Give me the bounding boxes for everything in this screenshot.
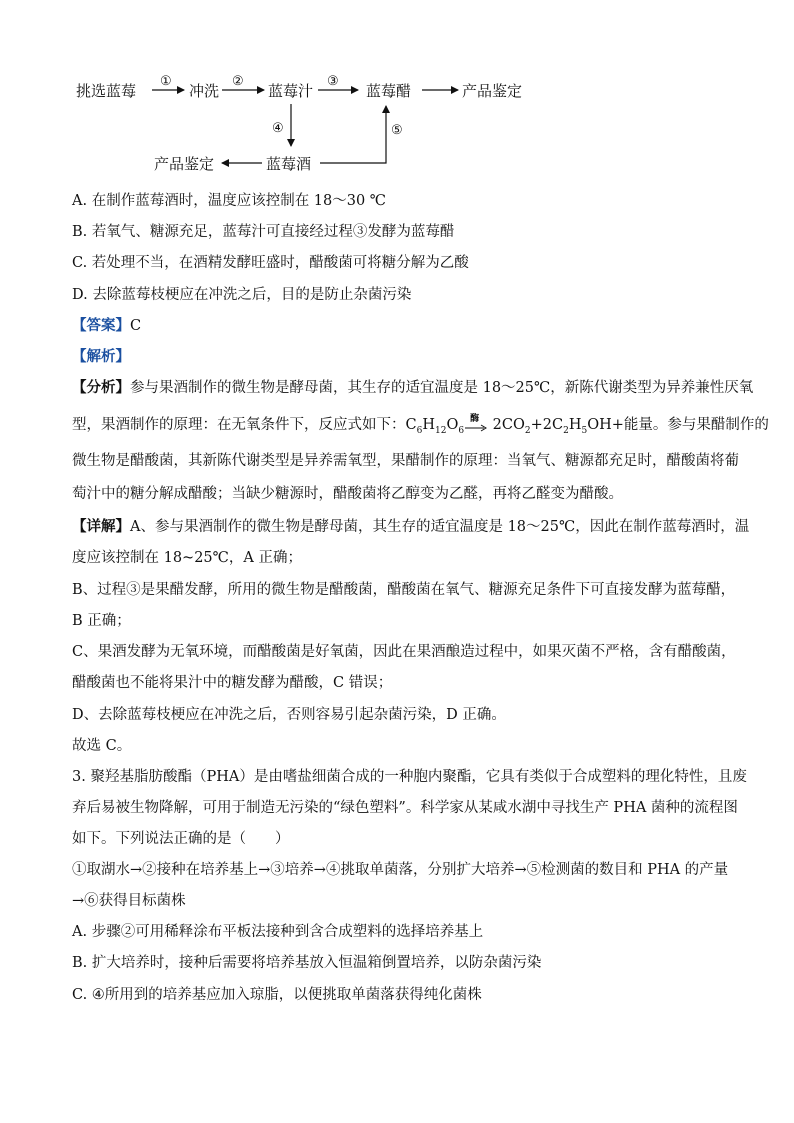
q3-stem-line-3: 如下。下列说法正确的是（ ） — [72, 831, 290, 847]
q2-option-c: C. 若处理不当，在酒精发酵旺盛时，醋酸菌可将糖分解为乙酸 — [72, 255, 469, 271]
formula-part: H — [568, 417, 582, 433]
detail-line-4: B 正确； — [72, 613, 131, 629]
analysis-line-2 — [72, 415, 769, 435]
step-juice: 蓝莓汁 — [268, 82, 314, 100]
q3-stem-line-2: 弃后易被生物降解，可用于制造无污染的“绿色塑料”。科学家从某咸水湖中寻找生产 PHA 菌种的流程图 — [72, 800, 738, 816]
process-flow-diagram — [0, 0, 794, 190]
q3-steps-line-2: →⑥获得目标菌株 — [72, 893, 186, 909]
formula-suffix: OH+能量。参与果醋制作的 — [587, 417, 769, 433]
analysis-label: 【解析】 — [72, 348, 130, 365]
detail-line-5: C、果酒发酵为无氧环境，而醋酸菌是好氧菌，因此在果酒酿造过程中，如果灭菌不严格，含有醋酸菌， — [72, 644, 736, 660]
q2-option-b: B. 若氧气、糖源充足，蓝莓汁可直接经过程③发酵为蓝莓醋 — [72, 224, 455, 240]
step-vinegar: 蓝莓醋 — [366, 82, 412, 100]
enzyme-reaction-arrow — [464, 414, 488, 432]
formula-part: 2CO — [488, 417, 525, 433]
formula-part: O — [446, 417, 459, 433]
mark-2: ② — [232, 74, 244, 89]
enzyme-label: 酶 — [470, 414, 480, 424]
mark-5: ⑤ — [391, 123, 403, 138]
mark-4: ④ — [272, 121, 284, 136]
subscript: 12 — [434, 425, 447, 436]
subscript: 5 — [581, 425, 588, 436]
answer-row — [72, 316, 141, 336]
analysis-text-1: 参与果酒制作的微生物是酵母菌，其生存的适宜温度是 18～25℃，新陈代谢类型为异养兼性厌氧 — [130, 380, 754, 396]
conclusion: 故选 C。 — [72, 738, 132, 754]
subscript: 2 — [563, 425, 569, 436]
q3-option-b: B. 扩大培养时，接种后需要将培养基放入恒温箱倒置培养，以防杂菌污染 — [72, 955, 542, 971]
analysis-line-1 — [72, 378, 753, 398]
detail-line-1 — [72, 517, 749, 537]
formula-part: H — [422, 417, 435, 433]
formula-part: +2C — [530, 417, 564, 433]
q3-stem-line-1: 3. 聚羟基脂肪酸酯（PHA）是由嗜盐细菌合成的一种胞内聚酯，它具有类似于合成塑料的理化特性，且废 — [72, 769, 747, 785]
q3-option-c: C. ④所用到的培养基应加入琼脂，以便挑取单菌落获得纯化菌株 — [72, 987, 482, 1003]
step-wine: 蓝莓酒 — [266, 155, 312, 173]
mark-1: ① — [160, 74, 172, 89]
q2-option-d: D. 去除蓝莓枝梗应在冲洗之后，目的是防止杂菌污染 — [72, 287, 412, 303]
formula-prefix: 型，果酒制作的原理：在无氧条件下，反应式如下：C — [72, 417, 417, 433]
product-check-top: 产品鉴定 — [462, 82, 523, 100]
analysis-heading — [72, 347, 130, 367]
subscript: 6 — [416, 425, 423, 436]
analysis-line-4: 萄汁中的糖分解成醋酸；当缺少糖源时，醋酸菌将乙醇变为乙醛，再将乙醛变为醋酸。 — [72, 486, 623, 502]
subscript: 6 — [458, 425, 465, 436]
analysis-line-3: 微生物是醋酸菌，其新陈代谢类型是异养需氧型，果醋制作的原理：当氧气、糖源都充足时，醋酸菌将葡 — [72, 453, 739, 469]
q3-steps-line-1: ①取湖水→②接种在培养基上→③培养→④挑取单菌落，分别扩大培养→⑤检测菌的数目和 PHA 的产量 — [72, 862, 729, 878]
detail-line-7: D、去除蓝莓枝梗应在冲洗之后，否则容易引起杂菌污染，D 正确。 — [72, 707, 506, 723]
subscript: 2 — [524, 425, 531, 436]
q3-option-a: A. 步骤②可用稀释涂布平板法接种到含合成塑料的选择培养基上 — [72, 924, 484, 940]
product-check-bottom: 产品鉴定 — [154, 155, 215, 173]
analysis-tag: 【分析】 — [72, 379, 130, 396]
reaction-arrow-icon — [464, 420, 488, 434]
detail-line-2: 度应该控制在 18~25℃，A 正确； — [72, 550, 302, 566]
detail-tag: 【详解】 — [72, 518, 130, 535]
q2-option-a: A. 在制作蓝莓酒时，温度应该控制在 18～30 ℃ — [72, 193, 387, 209]
step-wash: 冲洗 — [189, 82, 220, 100]
mark-3: ③ — [327, 74, 339, 89]
step-select-berries: 挑选蓝莓 — [76, 82, 137, 100]
detail-line-3: B、过程③是果醋发酵，所用的微生物是醋酸菌，醋酸菌在氧气、糖源充足条件下可直接发酵为蓝莓醋， — [72, 582, 736, 598]
arrow-5 — [320, 106, 386, 163]
answer-label: 【答案】 — [72, 317, 130, 334]
answer-value: C — [130, 318, 142, 334]
detail-text-1: A、参与果酒制作的微生物是酵母菌，其生存的适宜温度是 18～25℃，因此在制作蓝莓酒时，温 — [130, 519, 750, 535]
detail-line-6: 醋酸菌也不能将果汁中的糖发酵为醋酸，C 错误； — [72, 675, 393, 691]
